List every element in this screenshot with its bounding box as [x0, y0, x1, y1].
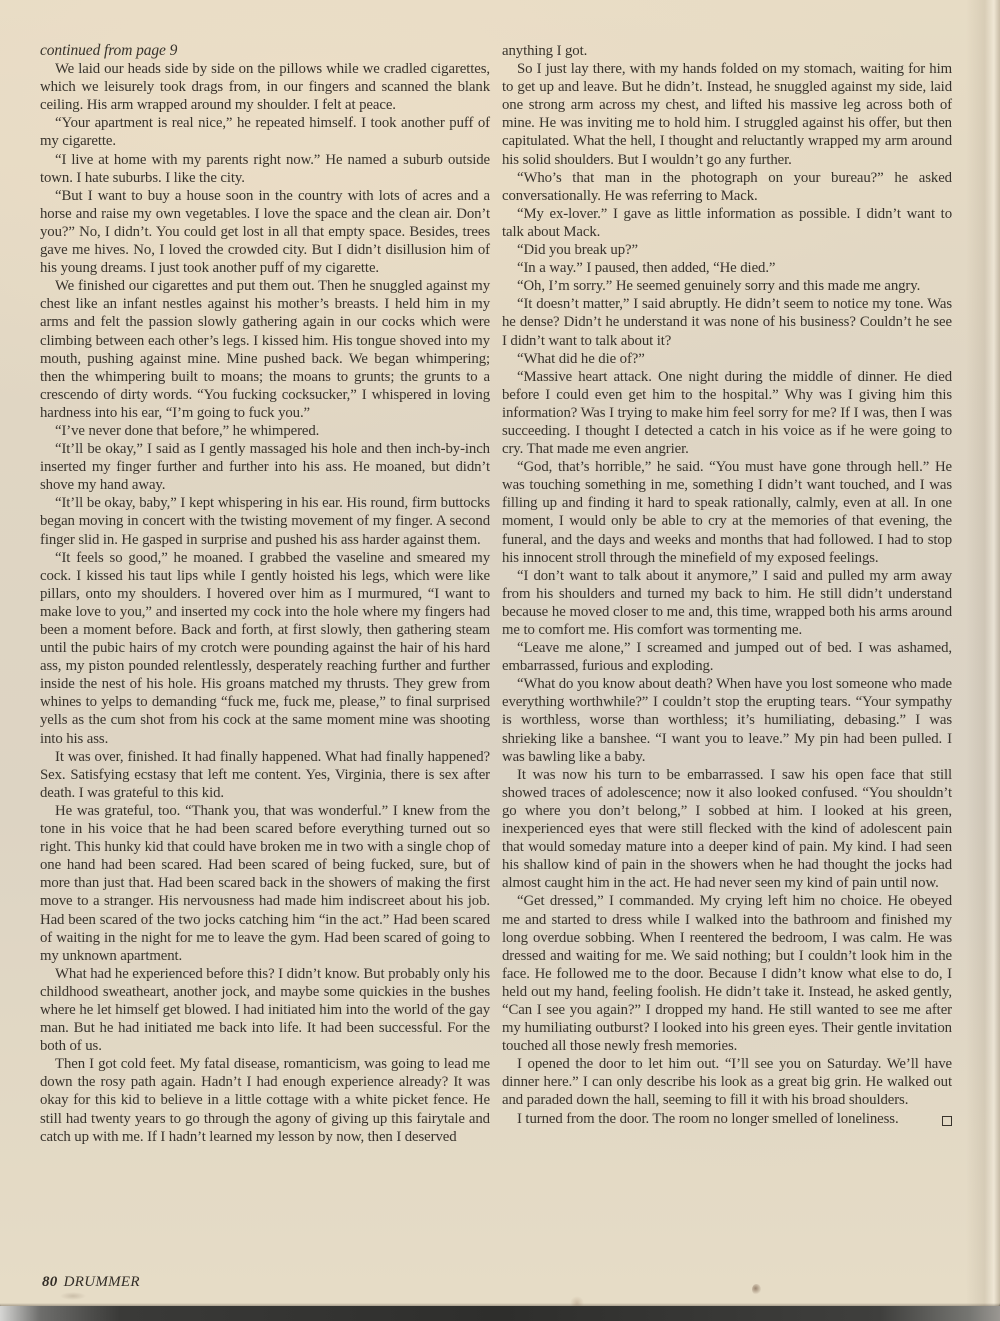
continued-from-note: continued from page 9 [40, 42, 178, 59]
page-number: 80 [42, 1274, 58, 1290]
paragraph: “I’ve never done that before,” he whimpered. [55, 422, 320, 439]
paragraph: I opened the door to let him out. “I’ll see you on Saturday. We’ll have dinner here.” I can only describe his look as a great big grin. He walked out and paraded down the hall, seeming to fill it with his broad shoulders. [502, 1056, 952, 1109]
paragraph: “Get dressed,” I commanded. My crying left him no choice. He obeyed me and started to dress while I walked into the bathroom and finished my long overdue sobbing. When I reentered the bedroom, I was calm. He was dressed and waiting for me. We said nothing; but I couldn’t look him in the face. He followed me to the door. Because I didn’t know what else to do, I held out my hand, feeling foolish. He didn’t take it. Instead, he asked gently, “Can I see you again?” I dropped my hand. He still wanted to see me after my humiliating outburst? I looked into his green eyes. Their gentle invitation touched all those newly fresh memories. [502, 893, 952, 1055]
magazine-title: DRUMMER [63, 1274, 140, 1290]
paragraph: “God, that’s horrible,” he said. “You must have gone through hell.” He was touching something in me, something I didn’t want touched, and I was filling up and finding it hard to speak rationally, calmly, even at all. In one moment, I would only be able to cry at the memories of that evening, the funeral, and the days and weeks and months that had followed. I had to stop his innocent stroll through the minefield of my exposed feelings. [502, 459, 952, 566]
paragraph: What had he experienced before this? I didn’t know. But probably only his childhood sweatheart, another jock, and maybe some quickies in the bushes where he let himself get blowed. I had initiated him into the world of the gay man. But he had initiated me back into life. It had been successful. For the both of us. [40, 965, 490, 1055]
paragraph: “Your apartment is real nice,” he repeated himself. I took another puff of my cigarette. [40, 115, 490, 150]
paragraph: Then I got cold feet. My fatal disease, romanticism, was going to lead me down the rosy path again. Hadn’t I had enough experience already? It was okay for this kid to believe in a little cottage with a white picket fence. He still had twenty years to go through the agony of giving up this fairytale and catch up with me. If I hadn’t learned my lesson by now, then I deserved [40, 1056, 490, 1145]
paragraph: He was grateful, too. “Thank you, that was wonderful.” I knew from the tone in his voice that he had been scared before everything turned out so right. This hunky kid that could have broken me in two with a single chop of one hand had been scared. Had been scared of being fucked, sure, but of more than just that. Had been scared back in the showers of making the first move to a stranger. His nervousness had made him indiscreet about his job. Had been scared of the two jocks catching him “in the act.” Had been scared of waiting in the night for me to leave the gym. Had been scared of going to my unknown apartment. [40, 802, 490, 964]
paragraph: “In a way.” I paused, then added, “He died.” [517, 260, 776, 277]
paragraph: “But I want to buy a house soon in the country with lots of acres and a horse and raise my own vegetables. I love the space and the clean air. Don’t you?” No, I didn’t. You could get lost in all that empty space. Besides, trees gave me hives. No, I loved the crowded city. But I didn’t disillusion him of his young dreams. I just took another puff of my cigarette. [40, 187, 490, 277]
article-body [40, 42, 952, 1146]
paper-smudge [60, 1292, 86, 1300]
paragraph: “What do you know about death? When have you lost someone who made everything worthwhile?” I couldn’t stop the erupting tears. “Your sympathy is worthless, worse than worthless; it’s humiliating, debasing.” I was shrieking like a banshee. “I want you to leave.” My pin had been pulled. I was bawling like a baby. [502, 676, 952, 765]
paragraph: We laid our heads side by side on the pillows while we cradled cigarettes, which we leisurely took drags from, in our fingers and scanned the blank ceiling. His arm wrapped around my shoulder. I felt at peace. [40, 61, 490, 114]
paragraph: “Who’s that man in the photograph on your bureau?” he asked conversationally. He was referring to Mack. [502, 169, 952, 204]
paragraph: anything I got. [502, 43, 588, 59]
paragraph: “It’ll be okay, baby,” I kept whispering in his ear. His round, firm buttocks began moving in concert with the twisting movement of my finger. A second finger slid in. He gasped in surprise and pushed his ass harder against them. [40, 495, 490, 548]
paragraph: “I live at home with my parents right now.” He named a suburb outside town. I hate suburbs. I like the city. [40, 151, 490, 186]
paragraph: “It doesn’t matter,” I said abruptly. He didn’t seem to notice my tone. Was he dense? Didn’t he understand it was none of his business? Couldn’t he see I didn’t want to talk about it? [502, 296, 952, 349]
scan-edge-strip [0, 1306, 1000, 1321]
paragraph: It was over, finished. It had finally happened. What had finally happened? Sex. Satisfying ecstasy that left me content. Yes, Virginia, there is sex after death. I was grateful to this kid. [40, 748, 490, 801]
paragraph: “Leave me alone,” I screamed and jumped out of bed. I was ashamed, embarrassed, furious and exploding. [502, 640, 952, 675]
paragraph: “I don’t want to talk about it anymore,” I said and pulled my arm away from his shoulders and turned my back to him. He still didn’t understand because he moved closer to me and, this time, wrapped both his arms around me to comfort me. His comfort was tormenting me. [502, 567, 952, 638]
page-footer [42, 1274, 140, 1291]
paragraph: “Massive heart attack. One night during the middle of dinner. He died before I could even get him to the hospital.” Why was I giving him this information? Was I trying to make him feel sorry for me? If I was, then I was succeeding. I thought I detected a catch in his voice as if he were going to cry. That made me even angrier. [502, 368, 952, 458]
paragraph: “It feels so good,” he moaned. I grabbed the vaseline and smeared my cock. I kissed his taut lips while I gently hoisted his legs, which were like pillars, onto my shoulders. I hovered over him as I murmured, “I want to make love to you,” and inserted my cock into the hole where my fingers had been a moment before. Back and forth, at first slowly, then gathering steam until the pubic hairs of my crotch were pounding against the hair of his hard ass, my piston pounded relentlessly, desperately reaching further and further inside the nest of his hole. His groans matched my thrusts. They grew from whines to yelps to demanding “fuck me, fuck me, please,” to final surprised yells as the cum shot from his cock at the same moment mine was shooting into his ass. [40, 549, 490, 747]
end-of-article-mark [942, 1116, 952, 1126]
paragraph: It was now his turn to be embarrassed. I saw his open face that still showed traces of adolescence; now it also looked confused. “You shouldn’t go where you don’t belong,” I sobbed at him. I looked at his green, inexperienced eyes that were still flecked with the kind of adolescent pain that would someday mature into a deeper kind of pain. My kind. I had seen his shallow kind of pain in the showers when he had thought the jocks had almost caught him in the act. He had never seen my kind of pain until now. [502, 766, 952, 892]
paragraph: “What did he die of?” [517, 350, 645, 367]
paragraph: We finished our cigarettes and put them out. Then he snuggled against my chest like an infant nestles against his mother’s breasts. I held him in my arms and felt the passion slowly gathering again in our cocks which were climbing between each other’s legs. I kissed him. His tongue shoved into my mouth, pushing against mine. Mine pushed back. We began whimpering; then the whimpering built to moans; the moans to grunts; the grunts to a crescendo of dirty words. “You fucking cocksucker,” I whispered in loving hardness into his ear, “I’m going to fuck you.” [40, 278, 490, 421]
paragraph: “Oh, I’m sorry.” He seemed genuinely sorry and this made me angry. [517, 278, 921, 295]
text-column-left [40, 42, 490, 1146]
paragraph: “My ex-lover.” I gave as little information as possible. I didn’t want to talk about Mack. [502, 205, 952, 240]
paragraph: So I just lay there, with my hands folded on my stomach, waiting for him to get up and leave. But he didn’t. Instead, he snuggled against my side, laid one strong arm across my chest, and lifted his massive leg across both of mine. He was inviting me to hold him. I struggled against his offer, but then capitulated. What the hell, I thought and reluctantly wrapped my arm around his solid shoulders. But I wouldn’t go any further. [502, 61, 952, 168]
paragraph: I turned from the door. The room no longer smelled of loneliness. [502, 1110, 952, 1128]
paragraph: “It’ll be okay,” I said as I gently massaged his hole and then inch-by-inch inserted my finger further and further into his ass. He moaned, but didn’t shove my hand away. [40, 441, 490, 494]
paragraph: “Did you break up?” [517, 242, 638, 259]
ink-smudge [752, 1284, 761, 1295]
text-column-right [502, 42, 952, 1146]
